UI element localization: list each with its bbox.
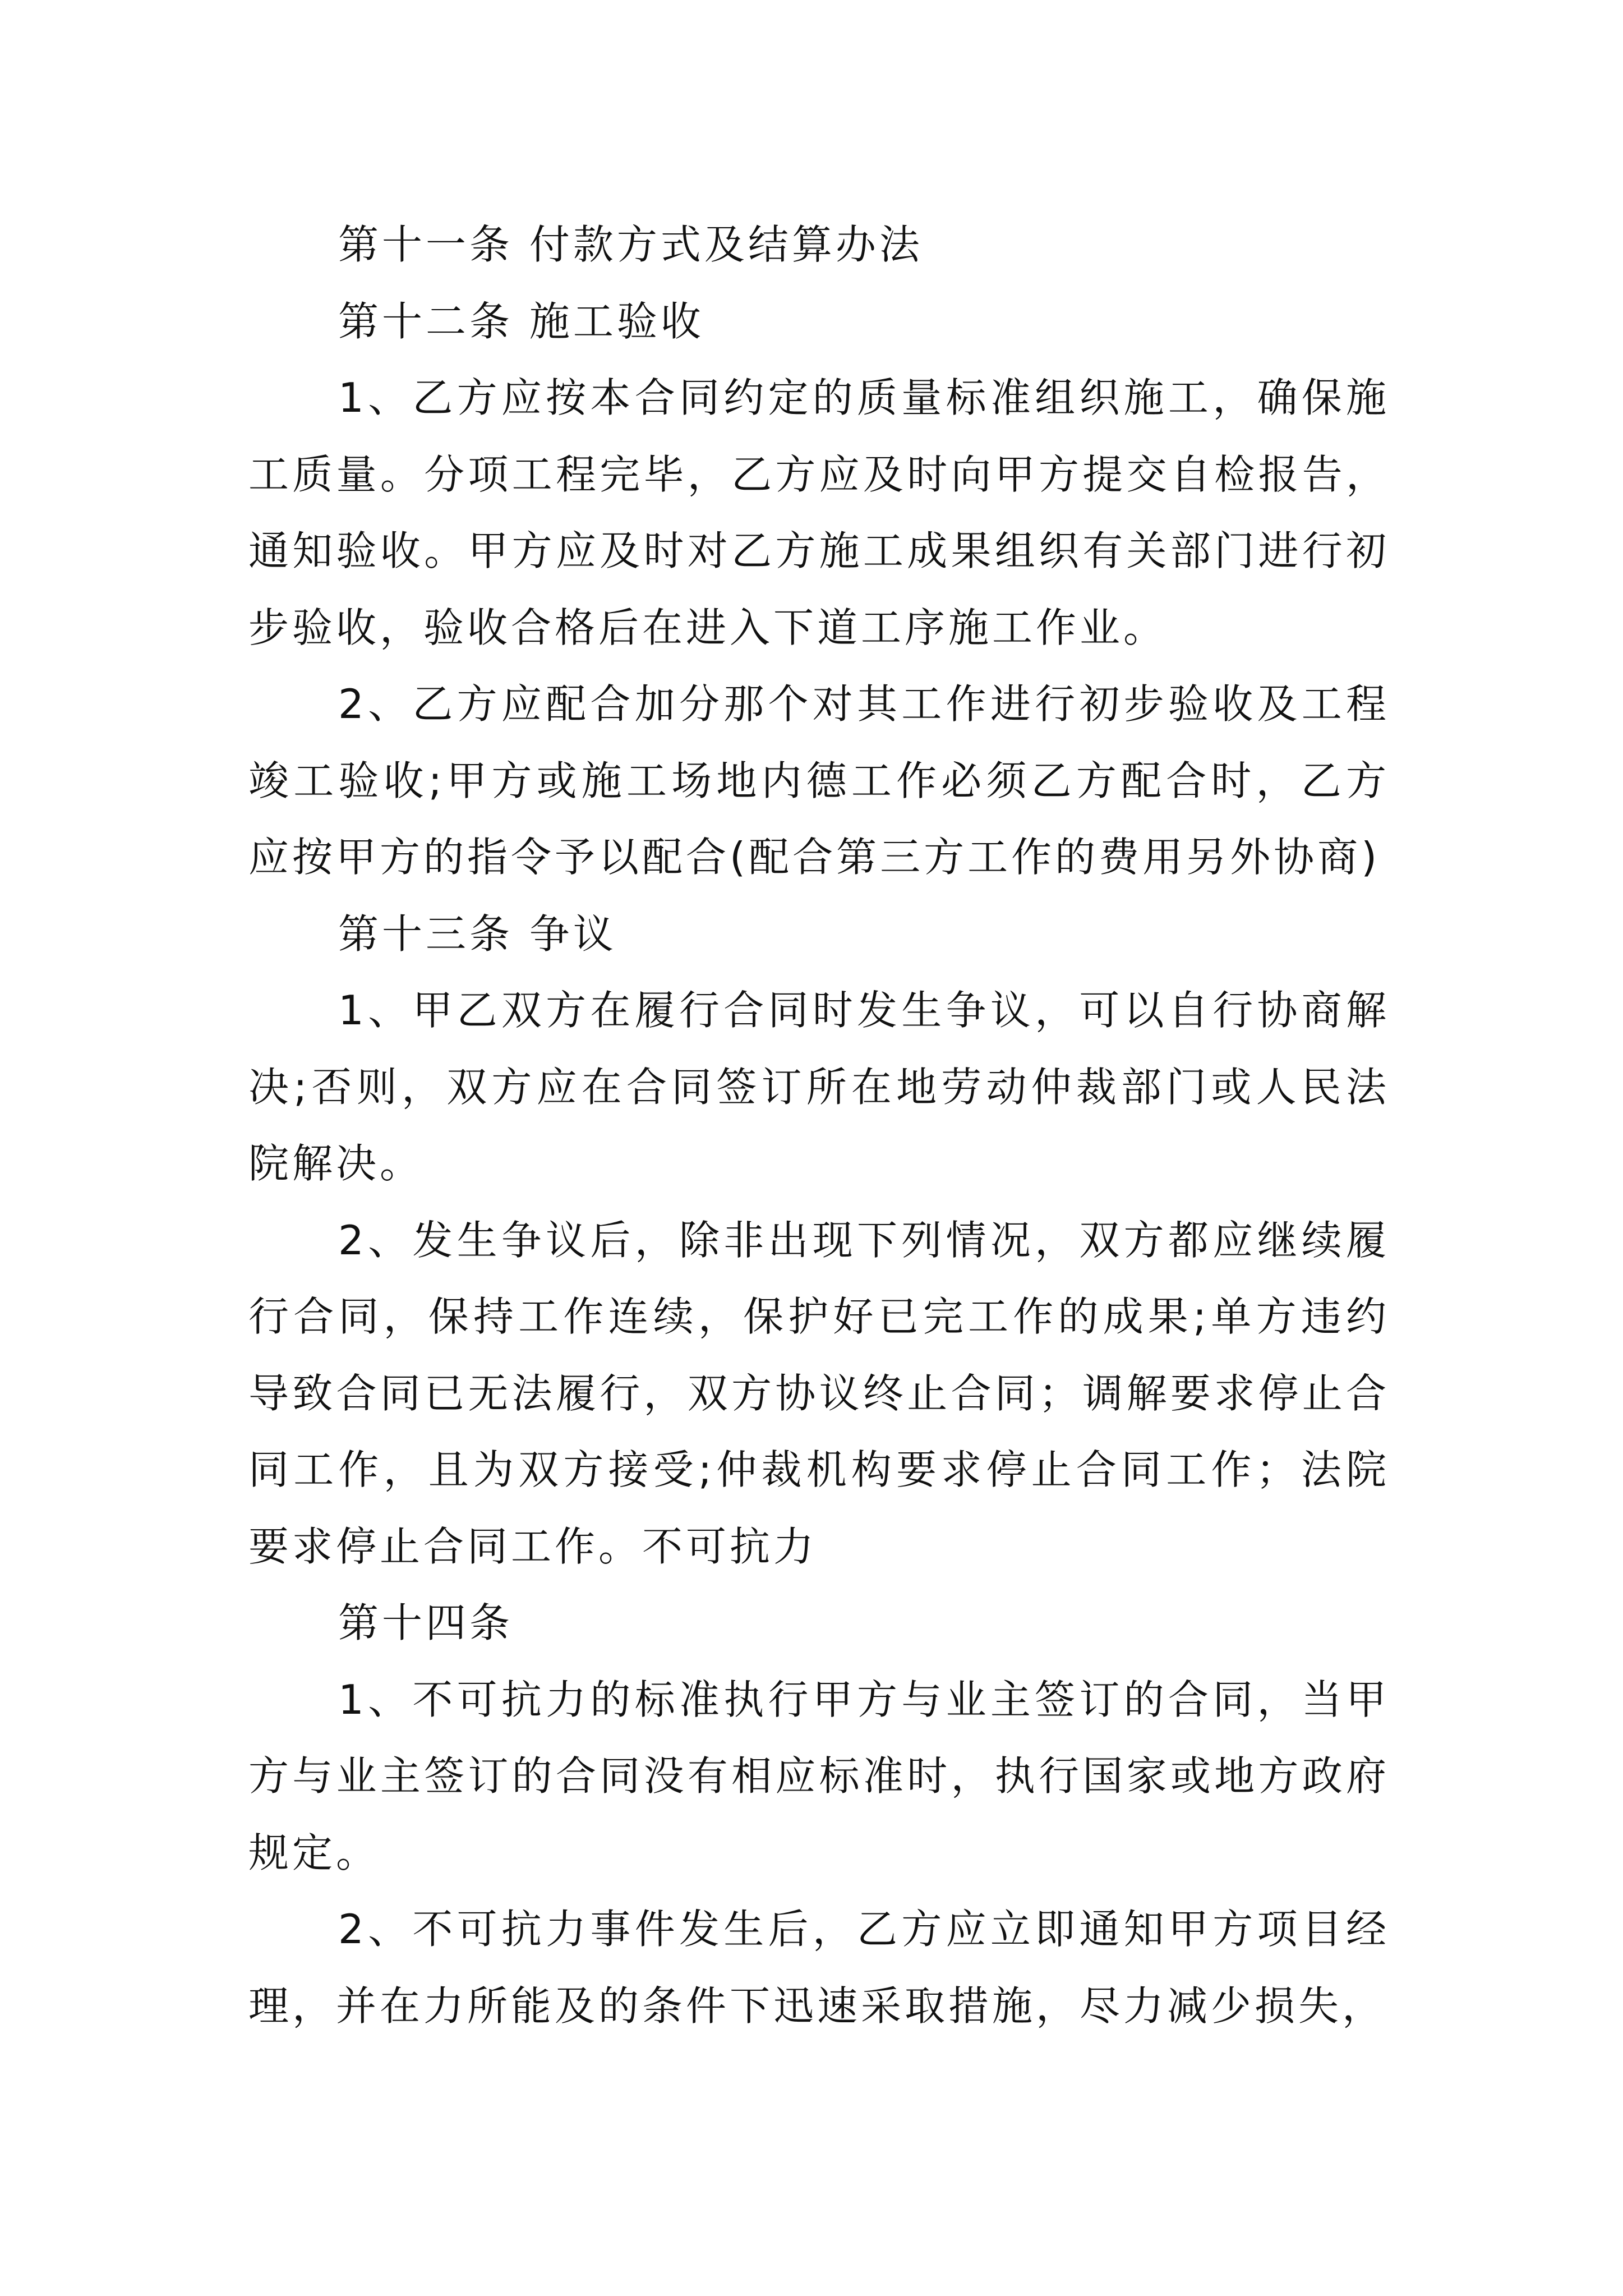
article-13-clause-1: 1、甲乙双方在履行合同时发生争议，可以自行协商解决;否则，双方应在合同签订所在地劳动仲裁部门或人民法院解决。: [248, 987, 1390, 1187]
article-13-clause-2: 2、发生争议后，除非出现下列情况，双方都应继续履行合同，保持工作连续，保护好已完工作的成果;单方违约导致合同已无法履行，双方协议终止合同；调解要求停止合同工作，且为双方接受;仲裁机构要求停止合同工作；法院要求停止合同工作。不可抗力: [248, 1216, 1390, 1570]
article-14-heading: 第十四条: [338, 1599, 514, 1646]
article-14-clause-1: 1、不可抗力的标准执行甲方与业主签订的合同，当甲方与业主签订的合同没有相应标准时，执行国家或地方政府规定。: [248, 1676, 1390, 1876]
article-12-heading: 第十二条 施工验收: [338, 297, 704, 345]
article-11-heading: 第十一条 付款方式及结算办法: [338, 221, 923, 268]
article-13-heading: 第十三条 争议: [338, 910, 617, 958]
article-14-clause-2: 2、不可抗力事件发生后，乙方应立即通知甲方项目经理，并在力所能及的条件下迅速采取措施，尽力减少损失，: [248, 1906, 1390, 2030]
article-12-clause-1: 1、乙方应按本合同约定的质量标准组织施工，确保施工质量。分项工程完毕，乙方应及时向甲方提交自检报告，通知验收。甲方应及时对乙方施工成果组织有关部门进行初步验收，验收合格后在进入下道工序施工作业。: [248, 374, 1390, 651]
document-body: [248, 206, 1390, 2044]
article-12-clause-2: 2、乙方应配合加分那个对其工作进行初步验收及工程竣工验收;甲方或施工场地内德工作必须乙方配合时，乙方应按甲方的指令予以配合(配合第三方工作的费用另外协商): [248, 680, 1390, 881]
